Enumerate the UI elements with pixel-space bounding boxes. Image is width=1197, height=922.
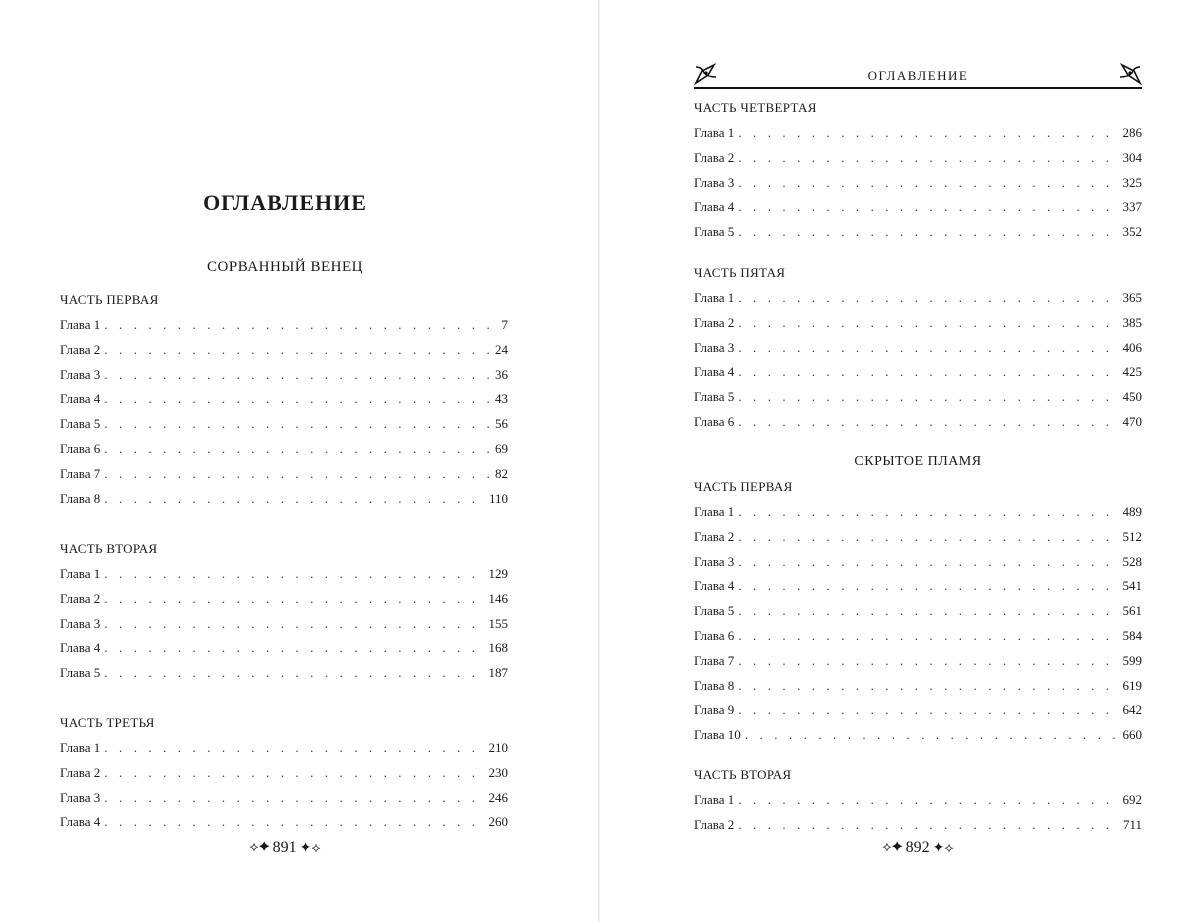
running-head-title: ОГЛАВЛЕНИЕ: [867, 68, 969, 83]
chapter-page: 230: [488, 764, 508, 780]
dot-leader: [738, 528, 1118, 546]
toc-row[interactable]: [694, 174, 1142, 199]
toc-row[interactable]: [694, 388, 1142, 413]
dot-leader: [104, 664, 484, 682]
chapter-label: Глава 6: [694, 413, 735, 429]
chapter-page: 304: [1122, 149, 1142, 165]
chapter-label: Глава 4: [60, 814, 101, 830]
chapter-label: Глава 3: [694, 553, 735, 569]
chapter-label: Глава 2: [60, 341, 101, 357]
chapter-list: [694, 791, 1142, 841]
chapter-page: 155: [488, 615, 508, 631]
chapter-label: Глава 1: [694, 504, 735, 519]
dot-leader: [104, 639, 484, 657]
ornament-left-icon: ⟡✦: [249, 840, 270, 855]
chapter-label: Глава 4: [60, 391, 101, 407]
dot-leader: [104, 440, 491, 458]
toc-row[interactable]: [60, 813, 508, 838]
toc-row[interactable]: [694, 627, 1142, 652]
part-title: ЧАСТЬ ЧЕТВЕРТАЯ: [694, 100, 817, 115]
dot-leader: [738, 289, 1118, 307]
chapter-page: 286: [1122, 125, 1142, 140]
toc-row[interactable]: [694, 413, 1142, 438]
chapter-page: 352: [1122, 224, 1142, 240]
chapter-list: [60, 316, 508, 514]
book-title-2: СКРЫТОЕ ПЛАМЯ: [854, 454, 982, 469]
chapter-label: Глава 4: [694, 578, 735, 594]
chapter-page: 599: [1122, 652, 1142, 668]
chapter-page: 365: [1122, 290, 1142, 305]
toc-row[interactable]: [694, 701, 1142, 726]
dot-leader: [104, 390, 491, 408]
chapter-list: [60, 565, 508, 689]
toc-row[interactable]: [60, 341, 508, 366]
chapter-page: 470: [1122, 413, 1142, 429]
corner-ornament-right-icon: [1118, 63, 1142, 85]
dot-leader: [104, 366, 491, 384]
dot-leader: [738, 816, 1119, 834]
chapter-label: Глава 9: [694, 702, 735, 718]
toc-row[interactable]: [60, 366, 508, 391]
chapter-page: 450: [1122, 389, 1142, 405]
chapter-page: 168: [488, 640, 508, 656]
chapter-page: 660: [1122, 727, 1142, 743]
dot-leader: [738, 413, 1118, 431]
left-page: [0, 0, 598, 922]
chapter-page: 489: [1122, 504, 1142, 519]
part-title: ЧАСТЬ ПЕРВАЯ: [694, 479, 793, 494]
dot-leader: [738, 339, 1118, 357]
chapter-list: [694, 124, 1142, 248]
chapter-label: Глава 1: [694, 290, 735, 305]
dot-leader: [104, 813, 484, 831]
page-number: [0, 839, 570, 857]
toc-row[interactable]: [694, 553, 1142, 578]
chapter-label: Глава 8: [60, 490, 101, 506]
toc-row[interactable]: [694, 503, 1142, 528]
dot-leader: [738, 577, 1118, 595]
chapter-page: 7: [501, 317, 508, 332]
ornament-right-icon: ✦⟡: [299, 840, 321, 856]
chapter-page: 24: [495, 341, 508, 357]
chapter-page: 56: [495, 416, 508, 432]
dot-leader: [738, 701, 1118, 719]
dot-leader: [738, 627, 1118, 645]
chapter-label: Глава 2: [694, 816, 735, 832]
chapter-label: Глава 1: [694, 125, 735, 140]
chapter-page: 337: [1122, 199, 1142, 215]
chapter-list: [694, 289, 1142, 438]
chapter-page: 619: [1122, 677, 1142, 693]
toc-row[interactable]: [694, 652, 1142, 677]
chapter-page: 260: [488, 814, 508, 830]
chapter-page: 325: [1122, 174, 1142, 190]
chapter-label: Глава 2: [694, 149, 735, 165]
dot-leader: [104, 590, 484, 608]
toc-row[interactable]: [694, 149, 1142, 174]
dot-leader: [104, 565, 484, 583]
dot-leader: [104, 789, 484, 807]
dot-leader: [738, 149, 1118, 167]
toc-row[interactable]: [694, 602, 1142, 627]
chapter-label: Глава 3: [694, 339, 735, 355]
chapter-page: 82: [495, 465, 508, 481]
toc-row[interactable]: [694, 677, 1142, 702]
toc-row[interactable]: [60, 590, 508, 615]
toc-row[interactable]: [60, 664, 508, 689]
chapter-label: Глава 3: [60, 615, 101, 631]
chapter-page: 561: [1122, 603, 1142, 619]
chapter-page: 246: [488, 789, 508, 805]
book-title-1: СОРВАННЫЙ ВЕНЕЦ: [207, 259, 363, 275]
dot-leader: [104, 739, 484, 757]
chapter-page: 692: [1122, 792, 1142, 807]
chapter-label: Глава 7: [60, 465, 101, 481]
dot-leader: [738, 388, 1118, 406]
page-number-value: 892: [905, 839, 930, 856]
part-title: ЧАСТЬ ВТОРАЯ: [694, 767, 792, 782]
dot-leader: [738, 553, 1118, 571]
dot-leader: [104, 615, 484, 633]
ornament-right-icon: ✦⟡: [932, 840, 954, 856]
toc-row[interactable]: [694, 816, 1142, 841]
toc-row[interactable]: [60, 615, 508, 640]
dot-leader: [738, 677, 1118, 695]
chapter-page: 187: [488, 665, 508, 681]
toc-row[interactable]: [60, 415, 508, 440]
toc-row[interactable]: [60, 789, 508, 814]
dot-leader: [738, 174, 1118, 192]
chapter-label: Глава 2: [694, 528, 735, 544]
chapter-page: 425: [1122, 364, 1142, 380]
toc-row[interactable]: [694, 528, 1142, 553]
chapter-page: 210: [488, 740, 508, 755]
chapter-label: Глава 4: [60, 640, 101, 656]
chapter-page: 36: [495, 366, 508, 382]
page-number-value: 891: [272, 839, 297, 856]
toc-row[interactable]: [60, 739, 508, 764]
chapter-page: 43: [495, 391, 508, 407]
ornament-left-icon: ⟡✦: [882, 840, 903, 855]
toc-row[interactable]: [694, 363, 1142, 388]
toc-title: ОГЛАВЛЕНИЕ: [203, 190, 367, 215]
chapter-label: Глава 2: [694, 314, 735, 330]
dot-leader: [104, 490, 485, 508]
chapter-label: Глава 3: [694, 174, 735, 190]
toc-row[interactable]: [60, 764, 508, 789]
toc-row[interactable]: [694, 726, 1142, 751]
chapter-page: 512: [1122, 528, 1142, 544]
toc-row[interactable]: [694, 223, 1142, 248]
dot-leader: [104, 764, 484, 782]
toc-row[interactable]: [694, 791, 1142, 816]
chapter-page: 642: [1122, 702, 1142, 718]
chapter-label: Глава 3: [60, 789, 101, 805]
chapter-label: Глава 1: [60, 740, 101, 755]
chapter-label: Глава 5: [60, 416, 101, 432]
dot-leader: [738, 314, 1118, 332]
toc-row[interactable]: [60, 565, 508, 590]
dot-leader: [738, 602, 1118, 620]
toc-row[interactable]: [60, 390, 508, 415]
chapter-page: 129: [488, 566, 508, 581]
chapter-page: 711: [1122, 816, 1142, 832]
dot-leader: [738, 791, 1118, 809]
toc-row[interactable]: [694, 314, 1142, 339]
dot-leader: [738, 124, 1118, 142]
chapter-label: Глава 1: [60, 566, 101, 581]
chapter-label: Глава 4: [694, 199, 735, 215]
chapter-label: Глава 5: [694, 224, 735, 240]
chapter-label: Глава 5: [694, 389, 735, 405]
chapter-label: Глава 1: [694, 792, 735, 807]
part-title: ЧАСТЬ ТРЕТЬЯ: [60, 715, 155, 730]
toc-row[interactable]: [694, 198, 1142, 223]
chapter-label: Глава 6: [694, 627, 735, 643]
toc-row[interactable]: [60, 465, 508, 490]
dot-leader: [738, 652, 1118, 670]
chapter-page: 110: [488, 490, 508, 506]
chapter-list: [694, 503, 1142, 751]
chapter-label: Глава 1: [60, 317, 101, 332]
dot-leader: [104, 341, 491, 359]
page-number: [818, 839, 1018, 857]
toc-row[interactable]: [60, 639, 508, 664]
toc-row[interactable]: [694, 339, 1142, 364]
right-page: [600, 0, 1197, 922]
part-title: ЧАСТЬ ВТОРАЯ: [60, 541, 158, 556]
dot-leader: [104, 465, 491, 483]
chapter-page: 385: [1122, 314, 1142, 330]
chapter-label: Глава 3: [60, 366, 101, 382]
dot-leader: [104, 415, 491, 433]
dot-leader: [745, 726, 1119, 744]
chapter-label: Глава 4: [694, 364, 735, 380]
dot-leader: [738, 363, 1118, 381]
toc-row[interactable]: [60, 490, 508, 515]
chapter-label: Глава 6: [60, 440, 101, 456]
toc-row[interactable]: [694, 577, 1142, 602]
chapter-page: 584: [1122, 627, 1142, 643]
toc-row[interactable]: [60, 440, 508, 465]
chapter-label: Глава 5: [60, 665, 101, 681]
chapter-page: 406: [1122, 339, 1142, 355]
toc-row[interactable]: [694, 289, 1142, 314]
chapter-label: Глава 2: [60, 590, 101, 606]
dot-leader: [738, 503, 1118, 521]
part-title: ЧАСТЬ ПЕРВАЯ: [60, 292, 159, 307]
chapter-label: Глава 10: [694, 727, 741, 743]
chapter-page: 146: [488, 590, 508, 606]
chapter-label: Глава 2: [60, 764, 101, 780]
toc-row[interactable]: [60, 316, 508, 341]
chapter-label: Глава 7: [694, 652, 735, 668]
part-title: ЧАСТЬ ПЯТАЯ: [694, 265, 786, 280]
dot-leader: [738, 223, 1118, 241]
chapter-label: Глава 8: [694, 677, 735, 693]
dot-leader: [104, 316, 497, 334]
toc-row[interactable]: [694, 124, 1142, 149]
chapter-page: 541: [1122, 578, 1142, 594]
chapter-label: Глава 5: [694, 603, 735, 619]
running-head: [694, 60, 1142, 92]
chapter-list: [60, 739, 508, 838]
dot-leader: [738, 198, 1118, 216]
chapter-page: 69: [495, 440, 508, 456]
running-head-rule: [694, 87, 1142, 89]
chapter-page: 528: [1122, 553, 1142, 569]
